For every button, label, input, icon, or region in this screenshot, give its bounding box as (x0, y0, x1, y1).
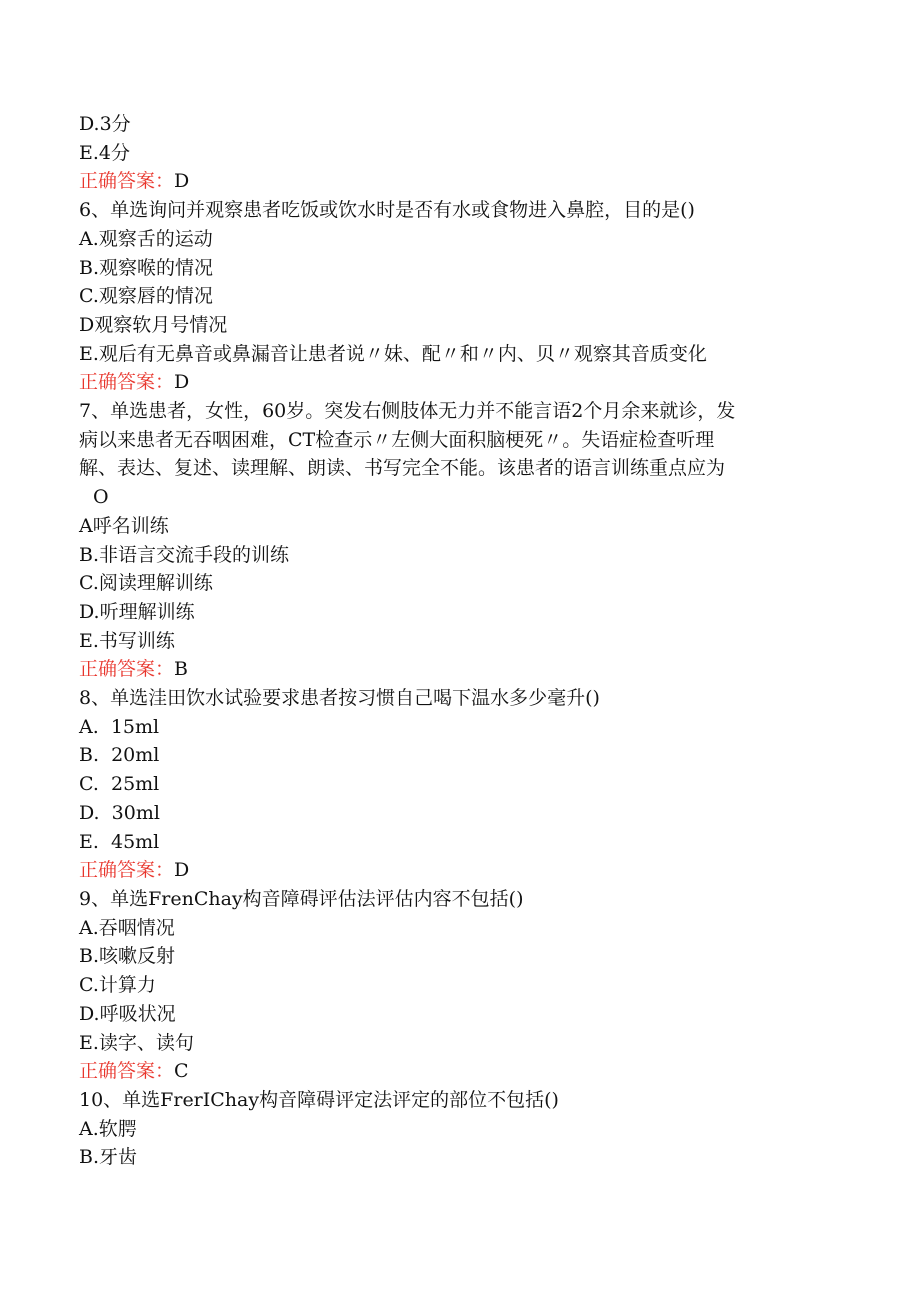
answer-label: 正确答案： (79, 371, 175, 394)
q6-answer-line (79, 368, 839, 397)
q8-option-b: B. 20ml (79, 744, 160, 767)
q7-option-a: A呼名训练 (79, 514, 169, 537)
q6-option-d: D观察软月号情况 (79, 313, 228, 336)
q9-option-c: C.计算力 (79, 974, 156, 997)
q7-answer-line (79, 655, 839, 684)
q9-option-e: E.读字、读句 (79, 1031, 194, 1054)
q9-option-b: B.咳嗽反射 (79, 945, 176, 968)
q8-option-d: D. 30ml (79, 801, 160, 824)
q7-option-e: E.书写训练 (79, 629, 175, 652)
question-7-text-line-2: 病以来患者无吞咽困难，CT检查示〃左侧大面积脑梗死〃。失语症检查听理 (79, 428, 715, 451)
question-7-text-line-1: 7、单选患者，女性，60岁。突发右侧肢体无力并不能言语2个月余来就诊，发 (79, 400, 736, 423)
answer-value: C (174, 1060, 189, 1083)
q6-option-a: A.观察舌的运动 (79, 227, 213, 250)
q9-answer-line (79, 1057, 839, 1086)
q8-option-c: C. 25ml (79, 773, 160, 796)
question-6-text: 6、单选询问并观察患者吃饭或饮水时是否有水或食物进入鼻腔，目的是() (79, 199, 695, 222)
q8-answer-line (79, 856, 839, 885)
q7-option-d: D.听理解训练 (79, 600, 195, 623)
q7-option-c: C.阅读理解训练 (79, 572, 213, 595)
answer-value: B (174, 658, 188, 681)
answer-value: D (174, 371, 190, 394)
answer-value: D (174, 170, 190, 193)
answer-label: 正确答案： (79, 170, 175, 193)
answer-line (79, 167, 839, 196)
answer-label: 正确答案： (79, 1060, 175, 1083)
q9-option-d: D.呼吸状况 (79, 1002, 176, 1025)
question-9-text: 9、单选FrenChay构音障碍评估法评估内容不包括() (79, 887, 524, 910)
q6-option-e: E.观后有无鼻音或鼻漏音让患者说〃妹、配〃和〃内、贝〃观察其音质变化 (79, 342, 707, 365)
option-d: D.3分 (79, 113, 131, 135)
q10-option-b: B.牙齿 (79, 1146, 138, 1169)
document-page (79, 110, 839, 1172)
q10-option-a: A.软腭 (79, 1117, 137, 1140)
q6-option-b: B.观察喉的情况 (79, 256, 214, 279)
question-7-text-line-3: 解、表达、复述、读理解、朗读、书写完全不能。该患者的语言训练重点应为 (79, 457, 726, 480)
question-7-text-tail: O (93, 486, 109, 509)
q7-option-b: B.非语言交流手段的训练 (79, 543, 290, 566)
q9-option-a: A.吞咽情况 (79, 916, 175, 939)
q6-option-c: C.观察唇的情况 (79, 285, 213, 308)
q8-option-e: E. 45ml (79, 830, 160, 853)
answer-label: 正确答案： (79, 859, 175, 882)
question-10-text: 10、单选FrerIChay构音障碍评定法评定的部位不包括() (79, 1088, 559, 1111)
answer-value: D (174, 859, 190, 882)
answer-label: 正确答案： (79, 658, 175, 681)
question-8-text: 8、单选洼田饮水试验要求患者按习惯自己喝下温水多少毫升() (79, 687, 600, 710)
option-e: E.4分 (79, 141, 130, 164)
q8-option-a: A. 15ml (79, 715, 160, 738)
